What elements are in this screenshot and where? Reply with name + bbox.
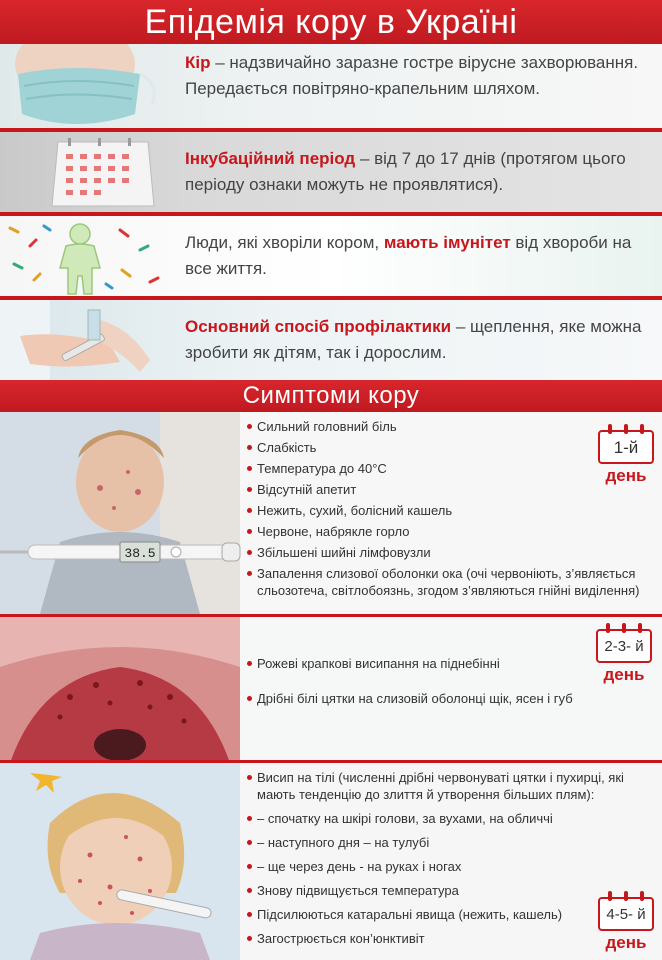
medical-mask-icon	[0, 44, 170, 130]
body-text: Люди, які хворіли кором,	[185, 233, 384, 252]
info-row-immunity	[0, 216, 662, 296]
symptom-item: Висип на тілі (численні дрібні червонуваті цятки і пухирці, які мають тенденцію до злиття й утворення більших плям):	[246, 769, 662, 803]
info-text-measles	[185, 50, 654, 102]
symptom-item: Знову підвищується температура	[246, 882, 662, 899]
symptom-item: Загострюється кон’юнктивіт	[246, 930, 662, 947]
symptoms-day-1	[0, 412, 662, 614]
immune-child-icon	[0, 216, 170, 296]
body-text: – щеплення, яке можна зробити як дітям, так і дорослим.	[185, 317, 642, 362]
symptom-item: Сильний головний біль	[246, 418, 662, 435]
highlight-text: мають імунітет	[383, 233, 511, 252]
info-text-incubation	[185, 146, 654, 198]
child-with-rash-photo	[0, 763, 240, 960]
symptom-item: Червоне, набрякле горло	[246, 523, 662, 540]
day-1-label: 1-й	[598, 430, 654, 464]
symptoms-day-2-3	[0, 617, 662, 763]
day-4-5-label: 4-5- й	[598, 897, 654, 931]
symptom-item: – спочатку на шкірі голови, за вухами, на обличчі	[246, 810, 662, 827]
symptom-item: Збільшені шийні лімфовузли	[246, 544, 662, 561]
day-2-3-word: день	[603, 665, 645, 684]
symptom-item: Рожеві крапкові висипання на піднебінні	[246, 655, 662, 672]
throat-rash-photo	[0, 617, 240, 763]
symptom-item: – ще через день - на руках і ногах	[246, 858, 662, 875]
thermometer-icon	[0, 534, 250, 570]
highlight-text: Основний спосіб профілактики	[185, 317, 452, 336]
day-4-5-word: день	[605, 933, 647, 952]
symptoms-title: Симптоми кору	[242, 382, 420, 409]
info-row-prevention	[0, 300, 662, 380]
body-text: – від 7 до 17 днів (протягом цього періоду ознаки можуть не проявлятися).	[185, 149, 626, 194]
symptom-item: Запалення слизової оболонки ока (очі червоніють, з’являється сльозотеча, світлобоязнь, згодом з’являються гнійні виділення)	[246, 565, 662, 599]
body-text: – надзвичайно заразне гостре вірусне захворювання. Передається повітряно-крапельним шляхом.	[185, 53, 639, 98]
symptom-item: Слабкість	[246, 439, 662, 456]
sick-child-photo	[0, 412, 240, 614]
info-row-measles	[0, 44, 662, 130]
day-1-word: день	[605, 466, 647, 485]
thermometer-reading: 38.5	[124, 546, 156, 561]
body-text: від хвороби на все життя.	[185, 233, 632, 278]
calendar-icon	[0, 132, 170, 212]
info-text-prevention	[185, 314, 654, 366]
page-title: Епідемія кору в Україні	[144, 3, 518, 41]
symptom-item: Температура до 40°С	[246, 460, 662, 477]
day-2-3-calendar	[596, 623, 652, 685]
symptom-item: Нежить, сухий, болісний кашель	[246, 502, 662, 519]
vaccination-icon	[0, 300, 170, 380]
day-1-calendar	[598, 424, 654, 486]
symptoms-day-4-5	[0, 763, 662, 960]
day-4-5-calendar	[598, 891, 654, 953]
highlight-text: Кір	[185, 53, 211, 72]
info-text-immunity	[185, 230, 654, 282]
symptoms-banner	[0, 380, 662, 412]
symptom-item: – наступного дня – на тулубі	[246, 834, 662, 851]
symptom-item: Підсилюються катаральні явища (нежить, кашель)	[246, 906, 662, 923]
highlight-text: Інкубаційний період	[185, 149, 356, 168]
page-title-banner	[0, 0, 662, 44]
day-2-3-label: 2-3- й	[596, 629, 652, 663]
info-row-incubation	[0, 132, 662, 212]
symptom-item: Відсутній апетит	[246, 481, 662, 498]
symptom-item: Дрібні білі цятки на слизовій оболонці щік, ясен і губ	[246, 690, 662, 707]
